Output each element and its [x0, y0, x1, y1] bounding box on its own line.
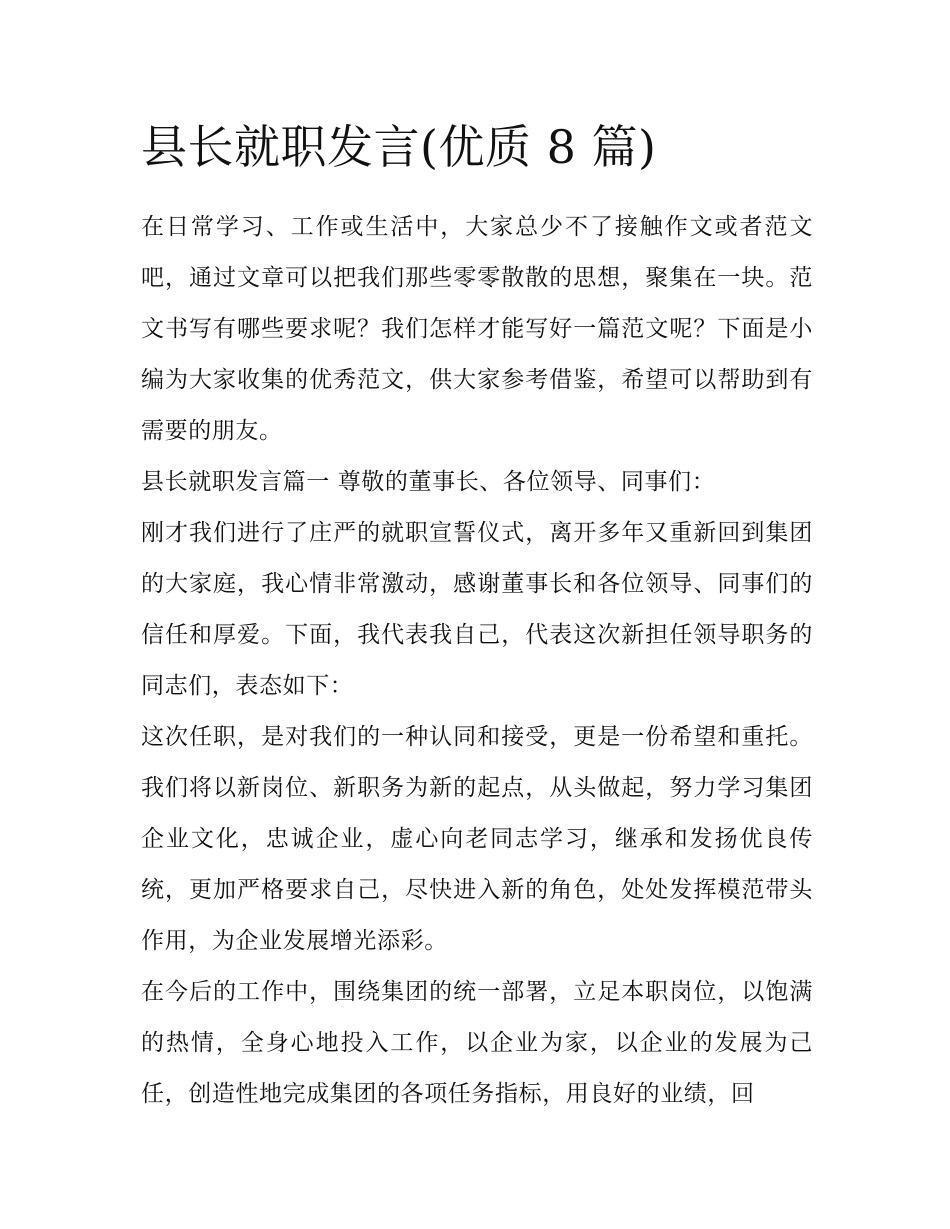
document-title: 县长就职发言(优质 8 篇) [141, 120, 657, 174]
body-paragraph: 在今后的工作中，围绕集团的统一部署，立足本职岗位，以饱满的热情，全身心地投入工作，以企业为家，以企业的发展为己任，创造性地完成集团的各项任务指标，用良好的业绩，回 [141, 979, 813, 1107]
intro-paragraph: 在日常学习、工作或生活中，大家总少不了接触作文或者范文吧，通过文章可以把我们那些零零散散的思想，聚集在一块。范文书写有哪些要求呢？我们怎样才能写好一篇范文呢？下面是小编为大家收集的优秀范文，供大家参考借鉴，希望可以帮助到有需要的朋友。 [141, 214, 813, 444]
body-paragraph: 刚才我们进行了庄严的就职宣誓仪式，离开多年又重新回到集团的大家庭，我心情非常激动，感谢董事长和各位领导、同事们的信任和厚爱。下面，我代表我自己，代表这次新担任领导职务的同志们，表态如下： [141, 520, 813, 699]
body-paragraph: 这次任职，是对我们的一种认同和接受，更是一份希望和重托。我们将以新岗位、新职务为新的起点，从头做起，努力学习集团企业文化，忠诚企业，虚心向老同志学习，继承和发扬优良传统，更加严格要求自己，尽快进入新的角色，处处发挥模范带头作用，为企业发展增光添彩。 [141, 724, 813, 954]
speech-heading-paragraph: 县长就职发言篇一 尊敬的董事长、各位领导、同事们： [141, 469, 716, 495]
document-body [141, 202, 813, 1120]
document-page [141, 113, 813, 1120]
